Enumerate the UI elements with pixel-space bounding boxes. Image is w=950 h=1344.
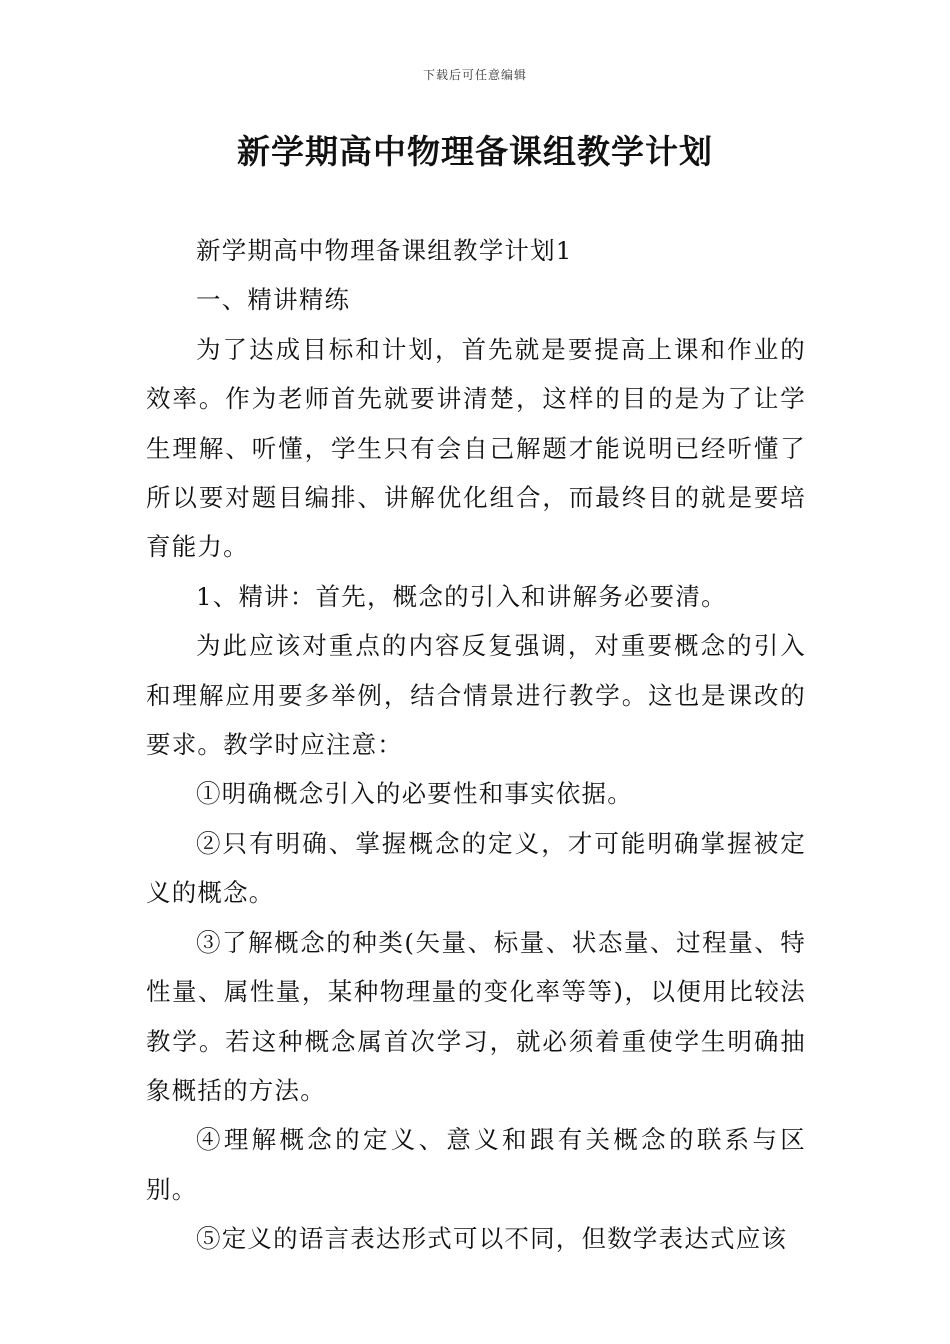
- list-item: ②只有明确、掌握概念的定义，才可能明确掌握被定义的概念。: [146, 828, 806, 908]
- header-note: 下载后可任意编辑: [422, 68, 527, 82]
- list-item: ①明确概念引入的必要性和事实依据。: [196, 779, 633, 809]
- document-body: [146, 226, 806, 1264]
- document-title: 新学期高中物理备课组教学计划: [237, 132, 713, 171]
- body-paragraph: 为了达成目标和计划，首先就是要提高上课和作业的效率。作为老师首先就要讲清楚，这样的目的是为了让学生理解、听懂，学生只有会自己解题才能说明已经听懂了所以要对题目编排、讲解优化组合，而最终目的就是要培育能力。: [146, 334, 806, 562]
- body-paragraph: 1、精讲：首先，概念的引入和讲解务必要清。: [196, 581, 727, 611]
- list-item: ⑤定义的语言表达形式可以不同，但数学表达式应该: [196, 1224, 788, 1254]
- subtitle-paragraph: 新学期高中物理备课组教学计划1: [196, 236, 573, 265]
- list-item: ④理解概念的定义、意义和跟有关概念的联系与区别。: [146, 1125, 806, 1204]
- section-heading: 一、精讲精练: [196, 285, 351, 315]
- list-item: ③了解概念的种类(矢量、标量、状态量、过程量、特性量、属性量，某种物理量的变化率等等)，以便用比较法教学。若这种概念属首次学习，就必须着重使学生明确抽象概括的方法。: [146, 927, 806, 1105]
- body-paragraph: 为此应该对重点的内容反复强调，对重要概念的引入和理解应用要多举例，结合情景进行教学。这也是课改的要求。教学时应注意：: [146, 631, 806, 760]
